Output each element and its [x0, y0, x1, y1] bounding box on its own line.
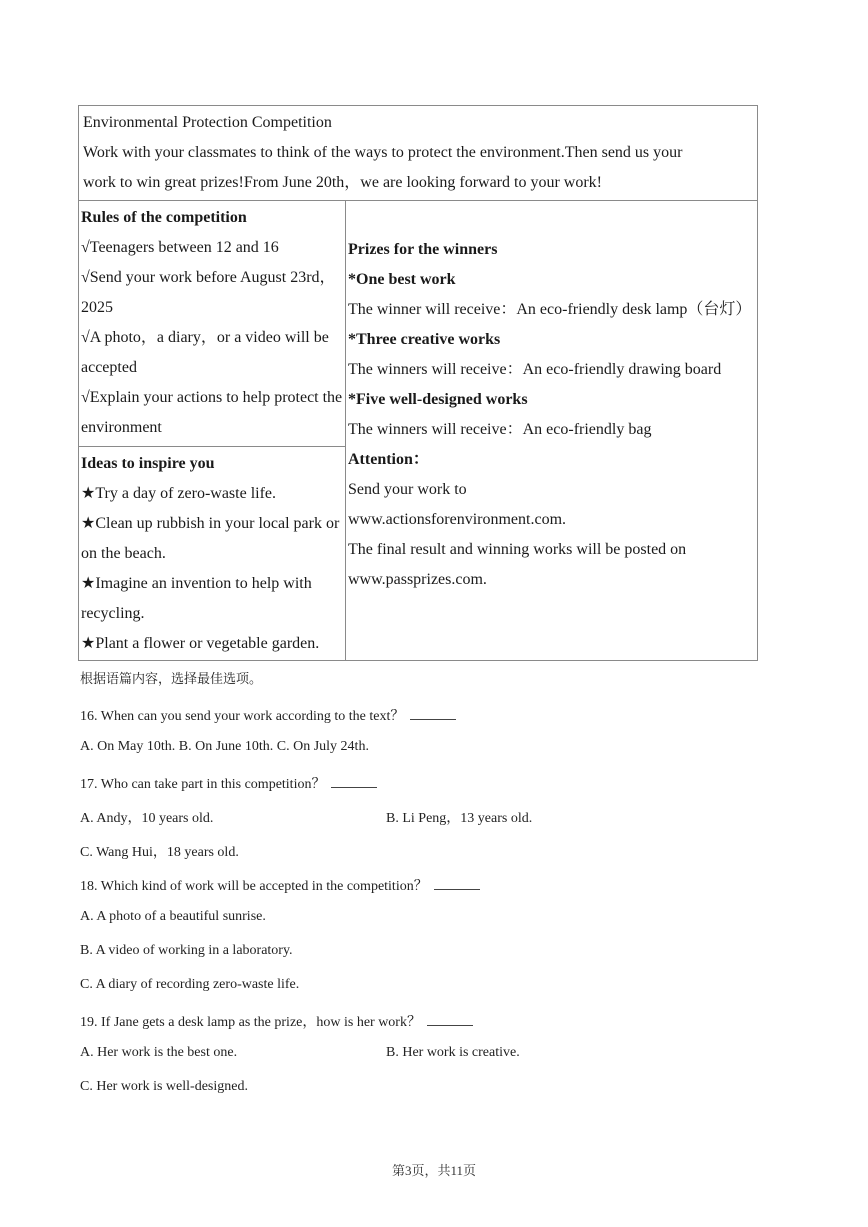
- question-17-option-c: C. Wang Hui，18 years old.: [80, 845, 239, 860]
- prizes-cell: [346, 201, 757, 660]
- question-19-stem: 19. If Jane gets a desk lamp as the prize，how is her work？: [80, 1011, 473, 1031]
- creative-works-heading: *Three creative works: [348, 331, 501, 348]
- prizes-heading: Prizes for the winners: [348, 241, 498, 258]
- question-19-option-a: A. Her work is the best one.: [80, 1045, 238, 1060]
- page-number-footer: 第3页，共11页: [391, 1163, 477, 1178]
- question-17-option-b: B. Li Peng，13 years old.: [386, 811, 533, 826]
- idea-item: ★Try a day of zero-waste life.: [81, 485, 277, 502]
- ideas-cell: [79, 447, 346, 660]
- results-website: www.passprizes.com.: [348, 571, 487, 588]
- rule-item: √Send your work before August 23rd，2025: [81, 269, 336, 316]
- section-instruction: 根据语篇内容，选择最佳选项。: [80, 672, 263, 687]
- question-16-options: A. On May 10th. B. On June 10th. C. On July 24th.: [80, 739, 369, 754]
- question-18-option-b: B. A video of working in a laboratory.: [80, 943, 293, 958]
- competition-poster-table: [78, 105, 758, 661]
- answer-blank: [427, 1015, 473, 1026]
- question-18-option-c: C. A diary of recording zero-waste life.: [80, 977, 300, 992]
- idea-item: ★Plant a flower or vegetable garden.: [81, 635, 320, 652]
- question-17-option-a: A. Andy，10 years old.: [80, 811, 214, 826]
- creative-works-prize: The winners will receive：An eco-friendly drawing board: [348, 361, 722, 378]
- attention-heading: Attention：: [348, 451, 429, 468]
- poster-title: Environmental Protection Competition: [83, 114, 332, 131]
- question-16-stem: 16. When can you send your work according to the text？: [80, 705, 456, 725]
- attention-line: The final result and winning works will be posted on: [348, 541, 687, 558]
- answer-blank: [410, 709, 456, 720]
- question-17-stem: 17. Who can take part in this competition？: [80, 773, 377, 793]
- poster-intro-line-2: work to win great prizes!From June 20th，we are looking forward to your work!: [83, 174, 602, 191]
- best-work-heading: *One best work: [348, 271, 456, 288]
- designed-works-prize: The winners will receive：An eco-friendly bag: [348, 421, 652, 438]
- rules-heading: Rules of the competition: [81, 209, 247, 226]
- poster-intro-cell: [79, 106, 757, 201]
- answer-blank: [331, 777, 377, 788]
- rule-item: √A photo，a diary，or a video will be accepted: [81, 329, 329, 376]
- question-18-stem: 18. Which kind of work will be accepted in the competition？: [80, 875, 480, 895]
- rule-item: √Teenagers between 12 and 16: [81, 239, 279, 256]
- idea-item: ★Clean up rubbish in your local park or on the beach.: [81, 515, 340, 562]
- rule-item: √Explain your actions to help protect the environment: [81, 389, 343, 436]
- rules-cell: [79, 201, 346, 447]
- question-19-option-b: B. Her work is creative.: [386, 1045, 520, 1060]
- submission-website: www.actionsforenvironment.com.: [348, 511, 567, 528]
- answer-blank: [434, 879, 480, 890]
- question-19-option-c: C. Her work is well-designed.: [80, 1079, 248, 1094]
- best-work-prize: The winner will receive：An eco-friendly desk lamp（台灯）: [348, 301, 752, 318]
- attention-line: Send your work to: [348, 481, 467, 498]
- designed-works-heading: *Five well-designed works: [348, 391, 528, 408]
- ideas-heading: Ideas to inspire you: [81, 455, 215, 472]
- poster-left-column: [79, 201, 346, 660]
- poster-intro-line-1: Work with your classmates to think of the ways to protect the environment.Then send us your: [83, 144, 683, 161]
- question-18-option-a: A. A photo of a beautiful sunrise.: [80, 909, 266, 924]
- idea-item: ★Imagine an invention to help with recycling.: [81, 575, 312, 622]
